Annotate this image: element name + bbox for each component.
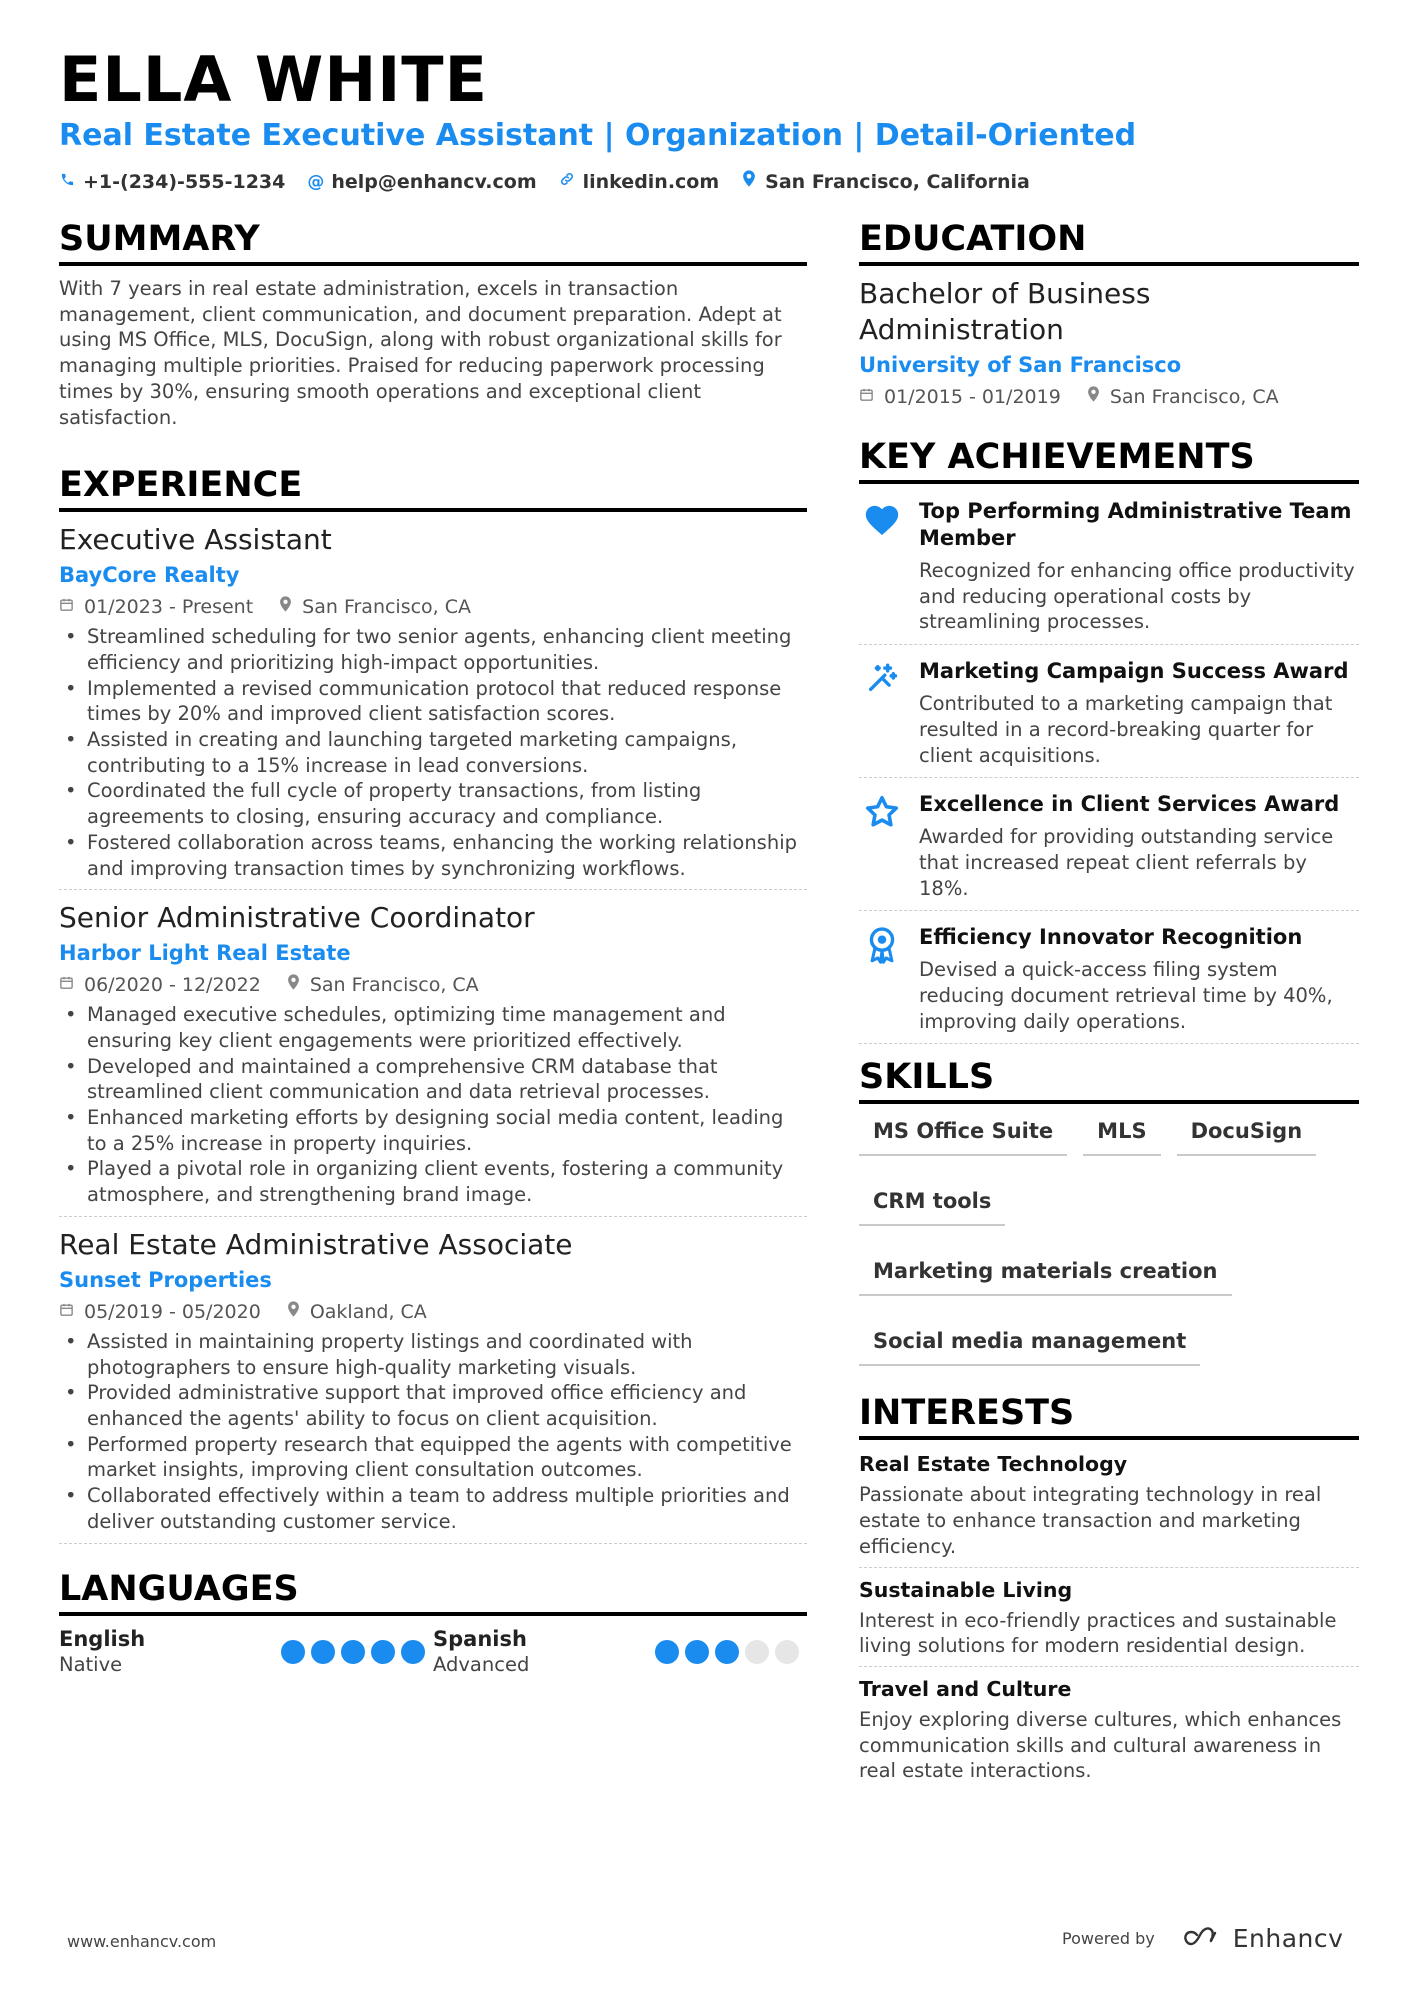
job-title: Senior Administrative Coordinator — [59, 901, 535, 935]
achievement-item — [859, 494, 1359, 645]
interest-desc: Passionate about integrating technology in real estate to enhance transaction and marketing efficiency. — [859, 1483, 1322, 1558]
brand-logo[interactable] — [1177, 1924, 1344, 1953]
experience-heading: EXPERIENCE — [59, 464, 807, 512]
education-meta — [859, 384, 1359, 410]
language-name: Spanish — [433, 1626, 527, 1651]
skill-tag: MLS — [1083, 1118, 1160, 1156]
interest-title: Real Estate Technology — [859, 1452, 1128, 1477]
phone-text: +1-(234)-555-1234 — [83, 171, 286, 193]
rating-dot-filled — [715, 1640, 739, 1664]
heart-icon — [859, 498, 905, 635]
skill-tag: DocuSign — [1177, 1118, 1317, 1156]
rating-dot-filled — [655, 1640, 679, 1664]
bullet-item: • Coordinated the full cycle of property transactions, from listing agreements to closing, ensuring accuracy and compliance. — [59, 778, 807, 829]
job-title: Real Estate Administrative Associate — [59, 1227, 573, 1261]
interests-heading: INTERESTS — [859, 1392, 1359, 1440]
degree: Bachelor of Business Administration — [859, 277, 1151, 346]
job-location: San Francisco, CA — [309, 974, 479, 997]
interest-title: Travel and Culture — [859, 1676, 1072, 1701]
bullet-item: • Performed property research that equipped the agents with competitive market insights, improving client consultation outcomes. — [59, 1432, 807, 1483]
right-column — [859, 218, 1359, 1799]
bullet-item: • Developed and maintained a comprehensive CRM database that streamlined client communication and data retrieval processes. — [59, 1054, 807, 1105]
job-location: San Francisco, CA — [302, 596, 472, 619]
rating-dot-filled — [685, 1640, 709, 1664]
language-item — [433, 1626, 807, 1678]
brand-name: Enhancv — [1232, 1924, 1344, 1953]
footer-branding — [1062, 1924, 1343, 1953]
bullet-item: • Assisted in creating and launching targeted marketing campaigns, contributing to a 15% increase in lead conversions. — [59, 727, 807, 778]
candidate-name: ELLA WHITE — [59, 43, 488, 116]
job-entry — [59, 1227, 807, 1544]
location-pin-icon — [287, 972, 300, 998]
email-text: help@enhancv.com — [331, 171, 537, 193]
achievement-item — [859, 787, 1359, 911]
language-name: English — [59, 1626, 146, 1651]
location-pin-icon — [741, 169, 757, 195]
contact-location — [741, 169, 1030, 195]
contact-bar — [59, 169, 1030, 195]
star-icon — [859, 791, 905, 901]
contact-phone[interactable] — [59, 169, 285, 195]
job-meta — [59, 1299, 807, 1325]
achievement-desc: Contributed to a marketing campaign that resulted in a record-breaking quarter for client acquisitions. — [919, 692, 1333, 767]
phone-icon — [59, 169, 75, 195]
education-location: San Francisco, CA — [1109, 386, 1279, 408]
enhancv-logo-icon — [1177, 1927, 1223, 1951]
award-ribbon-icon — [859, 924, 905, 1034]
languages-section — [59, 1568, 807, 1678]
calendar-icon — [59, 972, 74, 998]
bullet-item: • Streamlined scheduling for two senior agents, enhancing client meeting efficiency and prioritizing high-impact opportunities. — [59, 624, 807, 675]
interest-desc: Interest in eco-friendly practices and sustainable living solutions for modern residential design. — [859, 1608, 1337, 1658]
job-meta — [59, 972, 807, 998]
job-entry — [59, 900, 807, 1217]
rating-dot-empty — [775, 1640, 799, 1664]
language-level: Advanced — [433, 1652, 530, 1676]
rating-dot-filled — [371, 1640, 395, 1664]
location-pin-icon — [287, 1299, 300, 1325]
skills-heading: SKILLS — [859, 1056, 1359, 1104]
bullet-item: • Assisted in maintaining property listings and coordinated with photographers to ensure high-quality marketing visuals. — [59, 1329, 807, 1380]
job-entry — [59, 522, 807, 890]
left-column — [59, 218, 807, 1678]
languages-heading: LANGUAGES — [59, 1568, 807, 1616]
school-name: University of San Francisco — [859, 353, 1182, 377]
achievement-title: Efficiency Innovator Recognition — [919, 925, 1303, 950]
job-dates: 01/2023 - Present — [84, 596, 254, 619]
achievement-desc: Recognized for enhancing office productivity and reducing operational costs by streamlining processes. — [919, 559, 1355, 634]
interest-title: Sustainable Living — [859, 1577, 1073, 1602]
calendar-icon — [59, 1299, 74, 1325]
language-level: Native — [59, 1652, 123, 1676]
achievement-item — [859, 920, 1359, 1044]
summary-heading: SUMMARY — [59, 218, 807, 266]
achievement-desc: Awarded for providing outstanding service that increased repeat client referrals by 18%. — [919, 825, 1334, 900]
job-dates: 05/2019 - 05/2020 — [84, 1300, 261, 1323]
language-rating — [281, 1640, 425, 1664]
rating-dot-filled — [401, 1640, 425, 1664]
bullet-item: • Collaborated effectively within a team to address multiple priorities and deliver outstanding customer service. — [59, 1483, 807, 1534]
job-company: Sunset Properties — [59, 1267, 272, 1292]
job-company: BayCore Realty — [59, 563, 240, 588]
job-bullets — [59, 1002, 807, 1208]
job-meta — [59, 594, 807, 620]
bullet-item: • Fostered collaboration across teams, enhancing the working relationship and improving transaction times by synchronizing workflows. — [59, 830, 807, 881]
achievement-title: Excellence in Client Services Award — [919, 792, 1340, 817]
interest-item — [859, 1675, 1359, 1791]
rating-dot-filled — [311, 1640, 335, 1664]
language-item — [59, 1626, 433, 1678]
magic-wand-icon — [859, 658, 905, 768]
at-icon: @ — [307, 172, 325, 192]
job-bullets — [59, 1329, 807, 1535]
education-dates: 01/2015 - 01/2019 — [884, 386, 1061, 408]
location-pin-icon — [1087, 384, 1100, 410]
skill-tag: Marketing materials creation — [859, 1258, 1232, 1296]
skill-tag: CRM tools — [859, 1188, 1005, 1226]
rating-dot-filled — [341, 1640, 365, 1664]
bullet-item: • Played a pivotal role in organizing client events, fostering a community atmosphere, and strengthening brand image. — [59, 1156, 807, 1207]
rating-dot-filled — [281, 1640, 305, 1664]
achievement-item — [859, 654, 1359, 778]
bullet-item: • Implemented a revised communication protocol that reduced response times by 20% and improved client satisfaction scores. — [59, 676, 807, 727]
skill-tag: MS Office Suite — [859, 1118, 1067, 1156]
education-heading: EDUCATION — [859, 218, 1359, 266]
language-rating — [655, 1640, 799, 1664]
job-company: Harbor Light Real Estate — [59, 941, 351, 966]
interest-item — [859, 1576, 1359, 1667]
bullet-item: • Provided administrative support that improved office efficiency and enhanced the agents' ability to focus on client acquisition. — [59, 1380, 807, 1431]
headline: Real Estate Executive Assistant | Organization | Detail-Oriented — [59, 118, 1137, 153]
job-location: Oakland, CA — [309, 1300, 427, 1323]
job-bullets — [59, 624, 807, 881]
education-entry — [859, 276, 1359, 410]
location-pin-icon — [279, 594, 292, 620]
languages-row — [59, 1626, 807, 1678]
skill-tag: Social media management — [859, 1328, 1200, 1366]
linkedin-text: linkedin.com — [582, 171, 720, 193]
job-dates: 06/2020 - 12/2022 — [84, 974, 261, 997]
skills-list — [859, 1118, 1359, 1366]
link-icon — [559, 169, 575, 195]
bullet-item: • Enhanced marketing efforts by designing social media content, leading to a 25% increase in property inquiries. — [59, 1105, 807, 1156]
achievement-title: Top Performing Administrative Team Member — [919, 499, 1352, 550]
interest-item — [859, 1450, 1359, 1567]
summary-text: With 7 years in real estate administration, excels in transaction management, client communication, and document preparation. Adept at using MS Office, MLS, DocuSign, along with robust organizational skills for managing multiple priorities. Praised for reducing paperwork processing times by 30%, ensuring smooth operations and exceptional client satisfaction. — [59, 277, 782, 429]
job-title: Executive Assistant — [59, 523, 332, 557]
bullet-item: • Managed executive schedules, optimizing time management and ensuring key client engagements were prioritized effectively. — [59, 1002, 807, 1053]
contact-linkedin[interactable] — [559, 169, 720, 195]
achievements-heading: KEY ACHIEVEMENTS — [859, 436, 1359, 484]
rating-dot-empty — [745, 1640, 769, 1664]
calendar-icon — [859, 384, 874, 410]
calendar-icon — [59, 594, 74, 620]
achievement-desc: Devised a quick-access filing system reducing document retrieval time by 40%, improving daily operations. — [919, 958, 1333, 1033]
achievement-title: Marketing Campaign Success Award — [919, 659, 1349, 684]
contact-email[interactable] — [307, 169, 536, 195]
footer-website[interactable]: www.enhancv.com — [67, 1932, 217, 1951]
interest-desc: Enjoy exploring diverse cultures, which enhances communication skills and cultural awareness in real estate interactions. — [859, 1707, 1342, 1783]
powered-by-label: Powered by — [1062, 1929, 1155, 1948]
location-text: San Francisco, California — [765, 171, 1030, 193]
